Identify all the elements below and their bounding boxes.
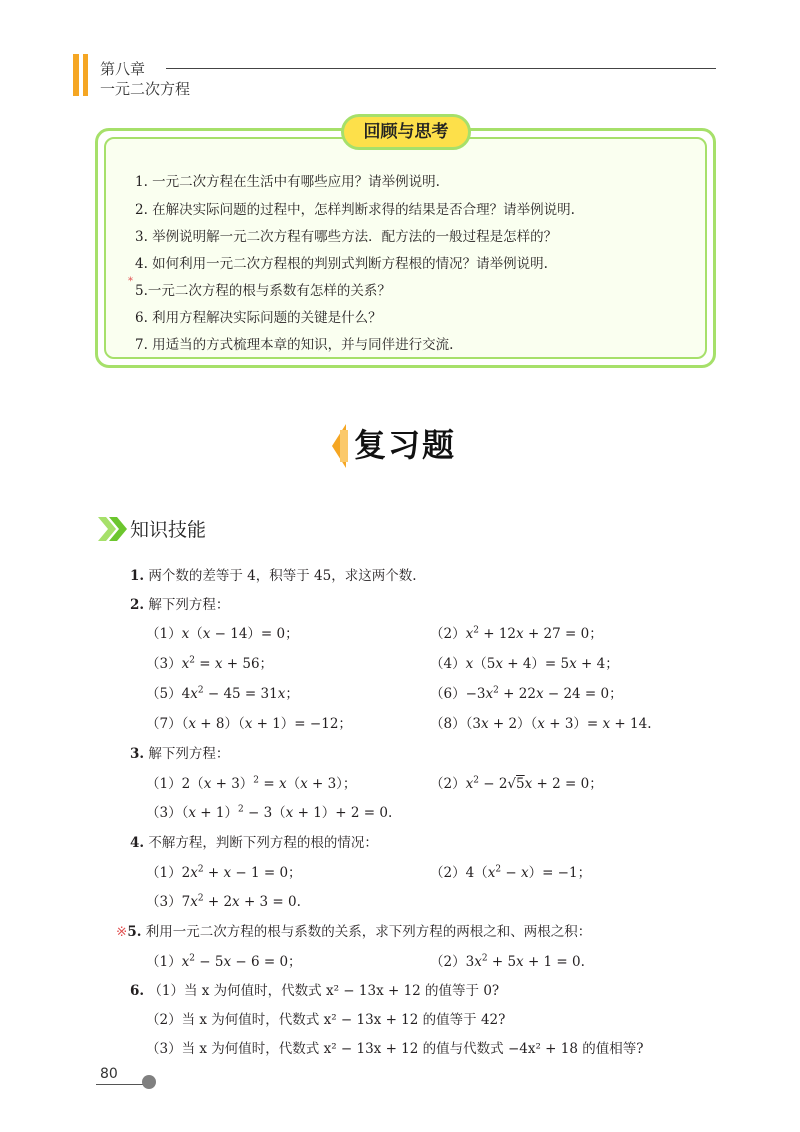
exercise-text: 不解方程，判断下列方程的根的情况： [148,835,378,851]
exercise-2 [130,593,229,613]
review-item-1: 1. 一元二次方程在生活中有哪些应用？请举例说明. [135,174,440,190]
equation-4-3: $(3)7x^2 + 2x + 3 = 0$. [146,893,301,910]
equation-2-7: （7）（x + 8）（x + 1）= −12； [146,716,352,732]
exercise-6-part-2: （2）当 x 为何值时，代数式 x² − 13x + 12 的值等于 42? [146,1012,506,1028]
section-title: 知识技能 [130,519,207,541]
page-title: 复习题 [354,426,457,464]
exercise-text: 两个数的差等于 4，积等于 45，求这两个数. [148,568,417,584]
optional-star-mark: * [128,276,133,287]
exercise-6-part-3: （3）当 x 为何值时，代数式 x² − 13x + 12 的值与代数式 −4x² + 18 的值相等? [146,1041,644,1057]
chapter-subtitle: 一元二次方程 [100,80,191,98]
exercise-number: 6. [130,983,145,999]
exercise-6 [130,979,499,999]
exercise-number: 3. [130,746,145,762]
page-number: 80 [100,1066,118,1082]
review-item-2: 2. 在解决实际问题的过程中，怎样判断求得的结果是否合理？请举例说明. [135,202,575,218]
exercise-6-part-1: （1）当 x 为何值时，代数式 x² − 13x + 12 的值等于 0? [148,983,500,999]
review-item-4: 4. 如何利用一元二次方程根的判别式判断方程根的情况？请举例说明. [135,256,548,272]
exercise-5 [116,920,591,940]
equation-4-1: $(1)2x^2 + x - 1 = 0$； [146,864,302,881]
chapter-label: 第八章 [100,60,146,78]
equation-2-5: $(5)4x^2 - 45 = 31x$； [146,685,299,702]
equation-2-3: $(3)x^2 = x + 56$； [146,655,274,672]
equation-5-1: $(1)x^2 - 5x - 6 = 0$； [146,953,302,970]
exercise-number: 2. [130,597,145,613]
exercise-text: 利用一元二次方程的根与系数的关系，求下列方程的两根之和、两根之积： [145,924,592,940]
section-chevrons-icon [96,514,130,544]
optional-mark: ※ [116,924,128,940]
equation-3-1: $(1)2(x + 3)^2 = x(x + 3)$； [146,775,357,792]
exercise-number: 4. [130,835,145,851]
review-item-7: 7. 用适当的方式梳理本章的知识，并与同伴进行交流. [135,337,454,353]
review-item-3: 3. 举例说明解一元二次方程有哪些方法．配方法的一般过程是怎样的？ [135,229,558,245]
header-accent-bar-2 [83,54,88,96]
exercise-text: 解下列方程： [148,597,230,613]
equation-4-2: $(2)4(x^2 - x)= -1$； [430,864,592,881]
equation-2-6: $(6)-3x^2 + 22x - 24 = 0$； [430,685,623,702]
equation-2-2: $(2)x^2 + 12x + 27 = 0$； [430,625,603,642]
exercise-number: 5. [127,924,142,940]
equation-3-3: $(3)(x + 1)^2 - 3(x + 1)+ 2 = 0$. [146,804,393,821]
equation-5-2: $(2)3x^2 + 5x + 1 = 0$. [430,953,585,970]
exercise-1 [130,564,417,584]
equation-2-4: （4）x（5x + 4）= 5x + 4； [430,656,619,672]
exercise-number: 1. [130,568,145,584]
review-item-6: 6. 利用方程解决实际问题的关键是什么？ [135,310,382,326]
footer-rule [96,1084,148,1085]
equation-3-2: $(2)x^2 - 2√5x + 2 = 0$； [430,775,603,792]
exercise-3 [130,742,229,762]
footer-dot-icon [142,1075,156,1089]
exercise-text: 解下列方程： [148,746,230,762]
header-rule [166,68,716,69]
exercise-4 [130,831,378,851]
equation-2-8: （8）（3x + 2）（x + 3）= x + 14. [430,716,652,732]
equation-2-1: （1）x（x − 14）= 0； [146,626,299,642]
review-item-5: 5.一元二次方程的根与系数有怎样的关系？ [135,283,391,299]
header-accent-bar [73,54,79,96]
review-title: 回顾与思考 [341,114,471,150]
title-arrow-accent [340,430,348,462]
